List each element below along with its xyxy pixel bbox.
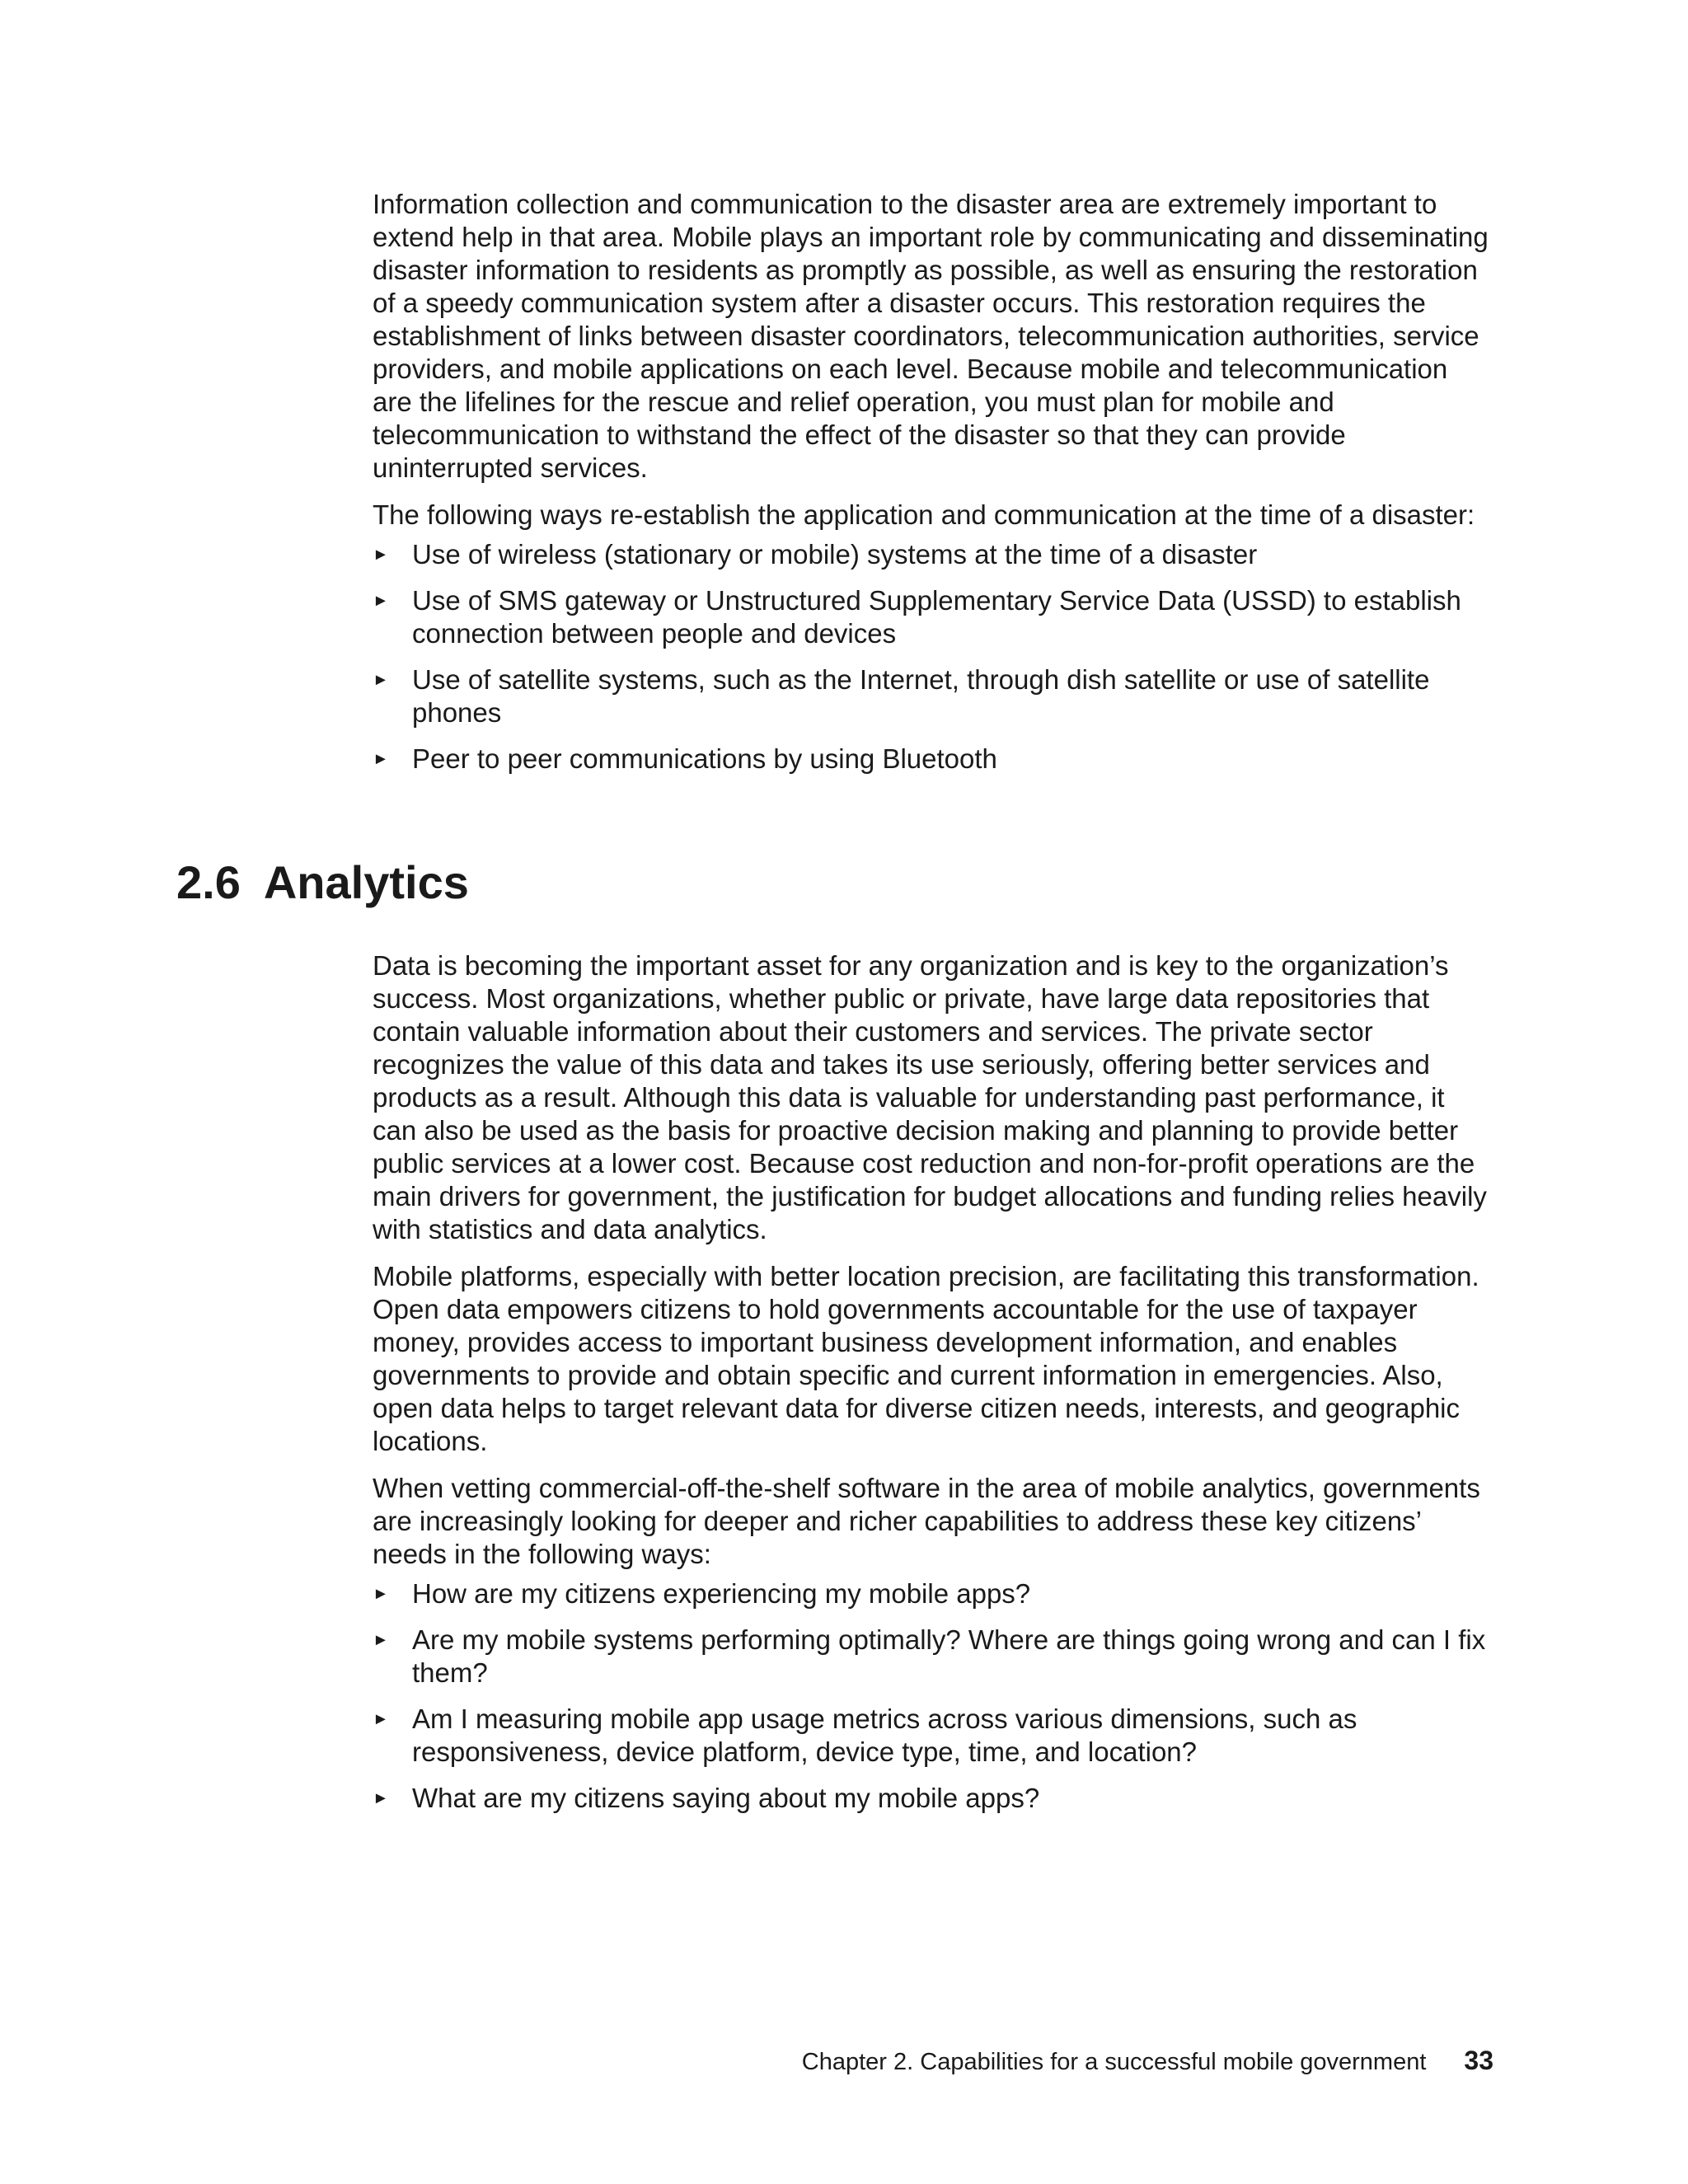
list-item	[373, 1703, 1493, 1769]
footer-chapter-title: Chapter 2. Capabilities for a successful mobile government	[801, 2049, 1427, 2075]
section-number: 2.6	[176, 856, 241, 908]
list-item-text: How are my citizens experiencing my mobile apps?	[412, 1578, 1031, 1609]
triangle-right-icon: ►	[373, 1710, 389, 1728]
triangle-right-icon: ►	[373, 1585, 389, 1603]
section-title: Analytics	[263, 856, 469, 908]
triangle-right-icon: ►	[373, 592, 389, 610]
list-item-text: Peer to peer communications by using Bluetooth	[412, 743, 997, 774]
triangle-right-icon: ►	[373, 546, 389, 564]
list-item	[373, 1624, 1493, 1690]
list-item-text: Use of SMS gateway or Unstructured Supplementary Service Data (USSD) to establish connection between people and devices	[412, 585, 1461, 649]
bullet-list	[373, 538, 1493, 776]
list-item-text: What are my citizens saying about my mobile apps?	[412, 1783, 1040, 1813]
list-item	[373, 538, 1493, 571]
paragraph: When vetting commercial-off-the-shelf software in the area of mobile analytics, governments are increasingly looking for deeper and richer capabilities to address these key citizens’ needs in the following ways:	[373, 1473, 1480, 1569]
triangle-right-icon: ►	[373, 1631, 389, 1649]
list-item-text: Am I measuring mobile app usage metrics across various dimensions, such as responsiveness, device platform, device type, time, and location?	[412, 1704, 1357, 1767]
page-footer	[802, 2044, 1493, 2079]
list-item	[373, 1782, 1493, 1815]
triangle-right-icon: ►	[373, 750, 389, 768]
paragraph: The following ways re-establish the application and communication at the time of a disaster:	[373, 499, 1475, 530]
list-item	[373, 743, 1493, 776]
page-number: 33	[1464, 2046, 1493, 2075]
list-item-text: Are my mobile systems performing optimally? Where are things going wrong and can I fix them?	[412, 1624, 1486, 1688]
paragraph: Information collection and communication to the disaster area are extremely important to extend help in that area. Mobile plays an important role by communicating and disseminating disaster information to residents as promptly as possible, as well as ensuring the restoration of a speedy communication system after a disaster occurs. This restoration requires the establishment of links between disaster coordinators, telecommunication authorities, service providers, and mobile applications on each level. Because mobile and telecommunication are the lifelines for the rescue and relief operation, you must plan for mobile and telecommunication to withstand the effect of the disaster so that they can provide uninterrupted services.	[373, 189, 1489, 483]
list-item-text: Use of wireless (stationary or mobile) systems at the time of a disaster	[412, 539, 1258, 569]
section-heading	[176, 854, 469, 912]
triangle-right-icon: ►	[373, 1789, 389, 1807]
triangle-right-icon: ►	[373, 671, 389, 689]
paragraph: Mobile platforms, especially with better location precision, are facilitating this transformation. Open data empowers citizens to hold governments accountable for the use of taxpayer money, provides access to important business development information, and enables governments to provide and obtain specific and current information in emergencies. Also, open data helps to target relevant data for diverse citizen needs, interests, and geographic locations.	[373, 1261, 1479, 1456]
disaster-communication-block	[373, 188, 1493, 789]
paragraph: Data is becoming the important asset for any organization and is key to the organization’s success. Most organizations, whether public or private, have large data repositories that contain valuable information about their customers and services. The private sector recognizes the value of this data and takes its use seriously, offering better services and products as a result. Although this data is valuable for understanding past performance, it can also be used as the basis for proactive decision making and planning to provide better public services at a lower cost. Because cost reduction and non-for-profit operations are the main drivers for government, the justification for budget allocations and funding relies heavily with statistics and data analytics.	[373, 950, 1487, 1244]
list-item-text: Use of satellite systems, such as the Internet, through dish satellite or use of satellite phones	[412, 664, 1430, 728]
bullet-list	[373, 1577, 1493, 1815]
list-item	[373, 1577, 1493, 1610]
analytics-block	[373, 949, 1493, 1828]
list-item	[373, 584, 1493, 650]
list-item	[373, 663, 1493, 729]
